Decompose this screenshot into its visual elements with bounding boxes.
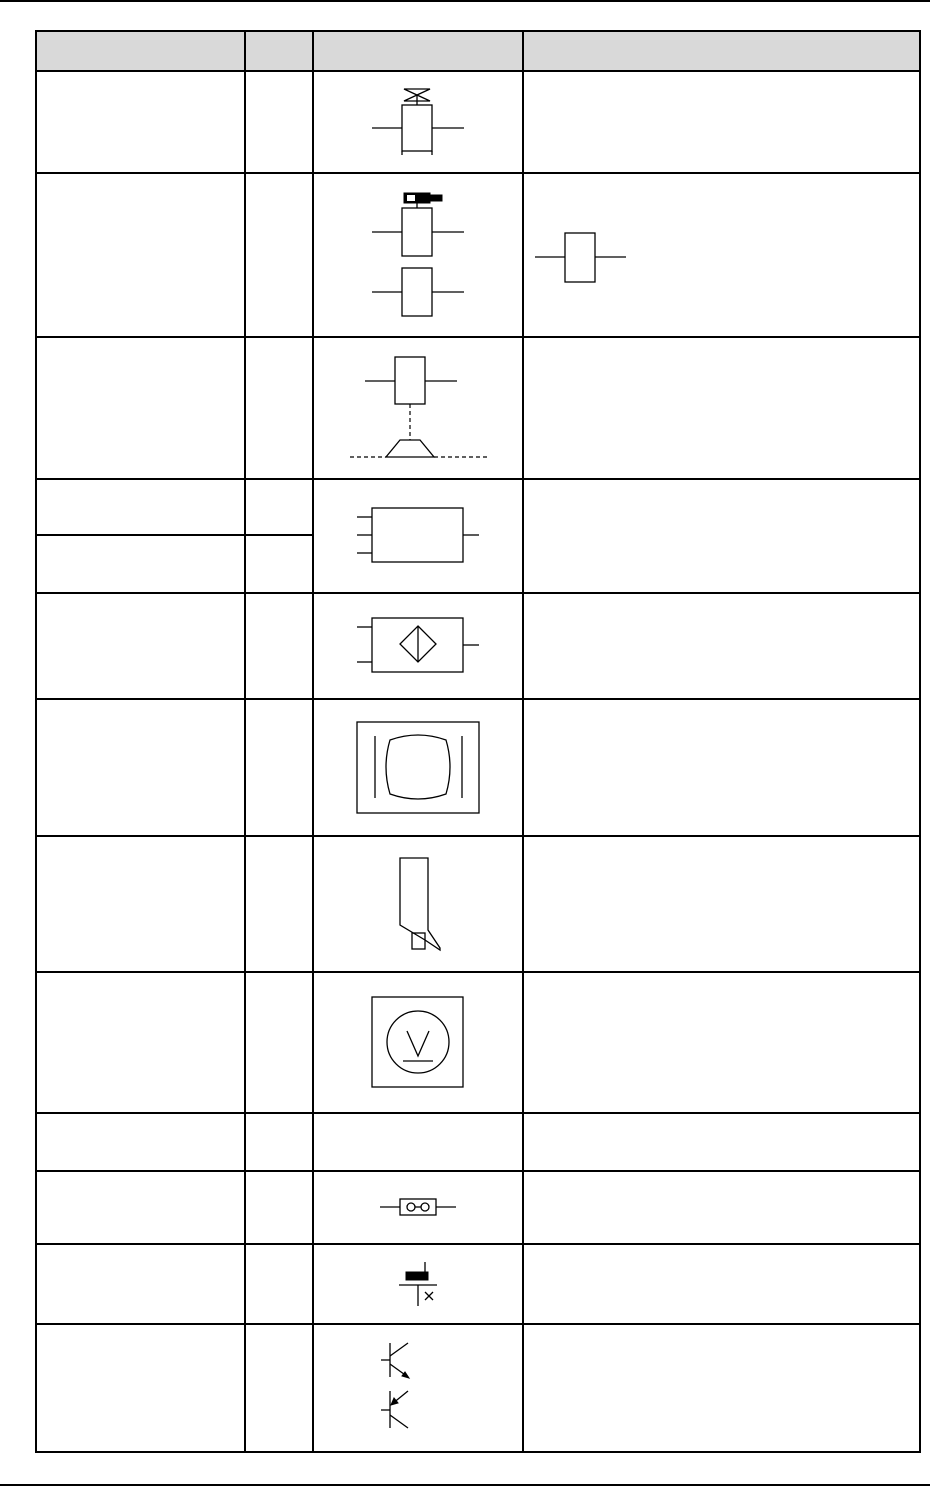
diamond-sensor-block-icon [357, 618, 479, 672]
plain-block-symbol-icon [535, 233, 626, 282]
table-frame [36, 31, 920, 1452]
transistor-pair-icon [381, 1343, 409, 1428]
cut-probe-icon [400, 858, 440, 950]
fuse-link-icon [380, 1199, 456, 1215]
block-with-dashed-link-to-hopper-icon [350, 357, 488, 457]
actuator-and-plain-block-symbol-icon [372, 193, 464, 316]
motor-valve-symbol-icon [372, 89, 464, 155]
monitor-screen-icon [357, 722, 479, 813]
row-dividers [36, 71, 920, 1324]
bottom-rule [0, 1484, 930, 1486]
voltmeter-icon [372, 997, 463, 1087]
push-switch-icon [399, 1262, 437, 1306]
three-input-block-icon [357, 508, 479, 562]
table-header-row [36, 31, 920, 71]
